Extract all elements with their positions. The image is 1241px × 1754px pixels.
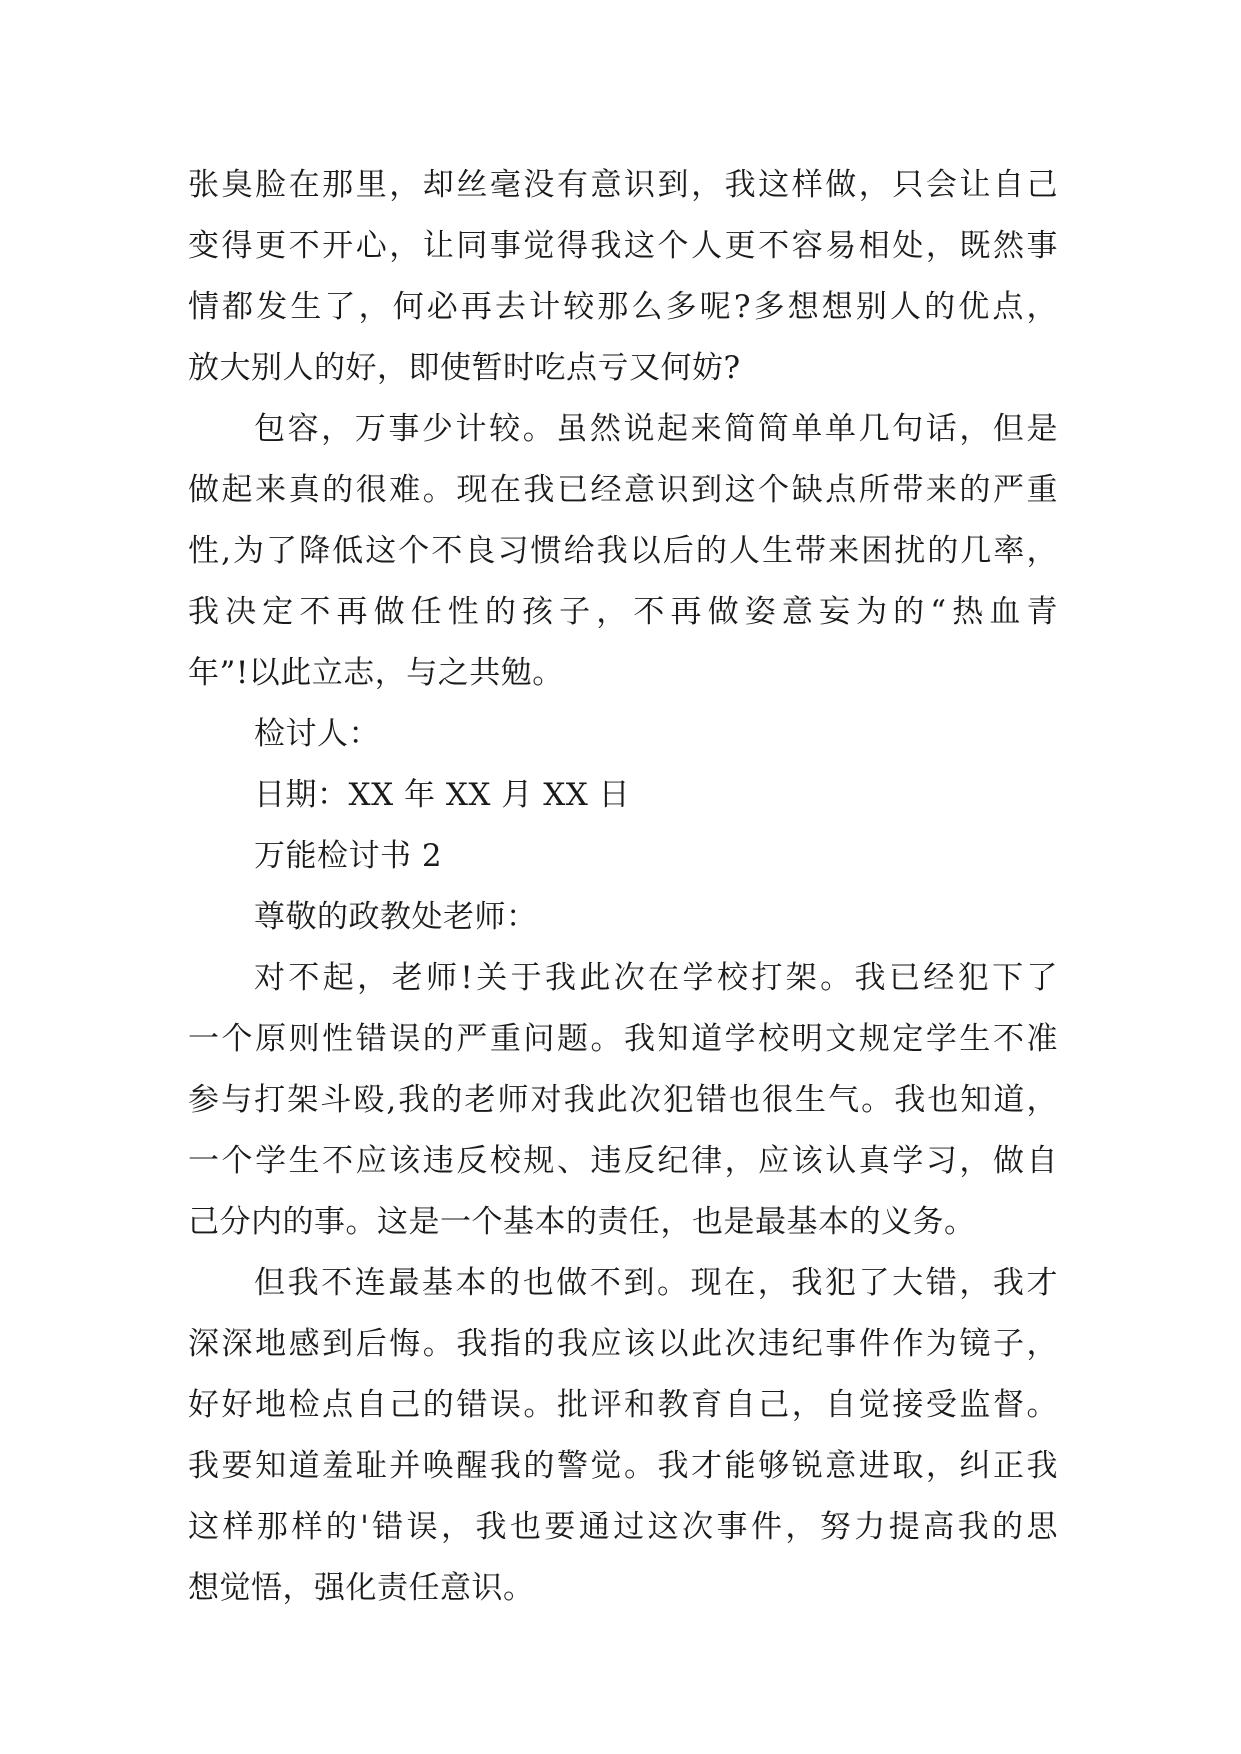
reviewer-label: 检讨人： (254, 716, 380, 752)
document-page (188, 155, 1058, 1619)
text-line: 己分内的事。这是一个基本的责任，也是最基本的义务。 (188, 1204, 976, 1240)
date-line: 日期：XX 年 XX 月 XX 日 (254, 777, 631, 813)
text-line: 我决定不再做任性的孩子，不再做姿意妄为的“热血青 (188, 594, 1058, 630)
text-line: 参与打架斗殴,我的老师对我此次犯错也很生气。我也知道， (188, 1082, 1058, 1118)
paragraph-continuation (188, 155, 1058, 399)
salutation: 尊敬的政教处老师： (254, 899, 538, 935)
text-line: 想觉悟，强化责任意识。 (188, 1570, 535, 1606)
text-line: 年”!以此立志，与之共勉。 (188, 655, 564, 691)
text-line: 但我不连最基本的也做不到。现在，我犯了大错，我才 (254, 1265, 1058, 1301)
paragraph-reflection (188, 1253, 1058, 1619)
text-line: 对不起，老师!关于我此次在学校打架。我已经犯下了 (254, 960, 1058, 996)
text-line: 我要知道羞耻并唤醒我的警觉。我才能够锐意进取，纠正我 (188, 1448, 1058, 1484)
text-line: 放大别人的好，即使暂时吃点亏又何妨? (188, 350, 741, 386)
text-line: 好好地检点自己的错误。批评和教育自己，自觉接受监督。 (188, 1387, 1058, 1423)
text-line: 深深地感到后悔。我指的我应该以此次违纪事件作为镜子， (188, 1326, 1058, 1362)
text-line: 变得更不开心，让同事觉得我这个人更不容易相处，既然事 (188, 228, 1058, 264)
paragraph-tolerance (188, 399, 1058, 704)
text-line: 性,为了降低这个不良习惯给我以后的人生带来困扰的几率， (188, 533, 1058, 569)
section-title: 万能检讨书 2 (254, 838, 443, 874)
text-line: 情都发生了，何必再去计较那么多呢?多想想别人的优点， (188, 289, 1058, 325)
text-line: 做起来真的很难。现在我已经意识到这个缺点所带来的严重 (188, 472, 1058, 508)
text-line: 包容，万事少计较。虽然说起来简简单单几句话，但是 (254, 411, 1058, 447)
text-line: 一个原则性错误的严重问题。我知道学校明文规定学生不准 (188, 1021, 1058, 1057)
text-line: 一个学生不应该违反校规、违反纪律，应该认真学习，做自 (188, 1143, 1058, 1179)
paragraph-apology (188, 948, 1058, 1253)
text-line: 张臭脸在那里，却丝毫没有意识到，我这样做，只会让自己 (188, 167, 1058, 203)
text-line: 这样那样的'错误，我也要通过这次事件，努力提高我的思 (188, 1509, 1058, 1545)
